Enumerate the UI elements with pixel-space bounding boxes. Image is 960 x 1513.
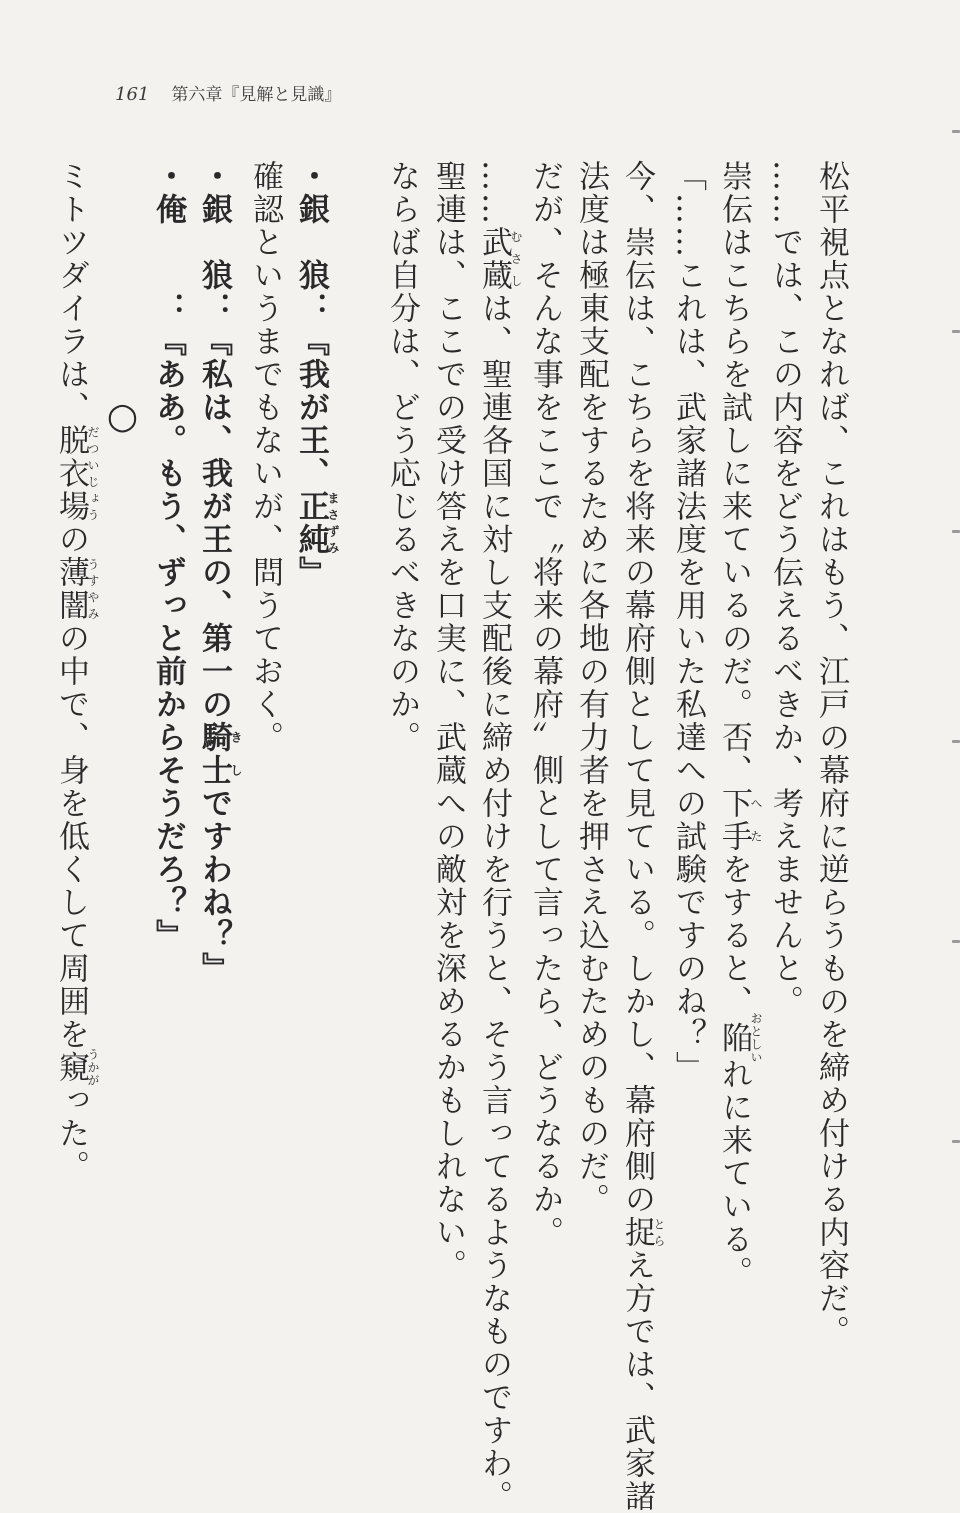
page-edge-mark xyxy=(952,1140,960,1143)
text-line: 今、崇伝は、こちらを将来の幕府側として見ている。しかし、幕府側の捉とらえ方では、武家諸 xyxy=(619,160,666,1513)
page-number: 161 xyxy=(115,84,150,105)
text-line: 「……これは、武家諸法度を用いた私達への試験ですのね？」 xyxy=(670,160,706,1084)
text-line: 確認というまでもないが、問うておく。 xyxy=(247,160,283,754)
text-line: だが、そんな事をここで〝将来の幕府〟側として言ったら、どうなるか。 xyxy=(527,160,563,1249)
ruby-word: 脱衣場だついじょう xyxy=(53,424,100,523)
chat-line: ・銀 狼：『我が王、正純まさずみ』 xyxy=(293,160,340,589)
chapter-title: 第六章『見解と見識』 xyxy=(171,85,342,105)
text-line: 崇伝はこちらを試しに来ているのだ。否、下手へたをすると、陥おとしいれに来ている。 xyxy=(716,160,763,1289)
text-line: 松平視点となれば、これはもう、江戸の幕府に逆らうものを締め付ける内容だ。 xyxy=(813,160,849,1348)
page-edge-mark xyxy=(952,940,960,943)
page-edge-mark xyxy=(952,330,960,333)
body-text xyxy=(48,160,854,1513)
page-header xyxy=(115,80,341,105)
page-edge-mark xyxy=(952,130,960,133)
ruby-word: 窺うかが xyxy=(53,1048,100,1087)
text-line: ……では、この内容をどう伝えるべきか、考えませんと。 xyxy=(767,160,803,1018)
chat-line: ・俺 ：『ああ。もう、ずっと前からそうだろ？』 xyxy=(150,160,186,952)
page-edge-mark xyxy=(952,530,960,533)
ruby-word: 下手へた xyxy=(716,787,763,853)
ruby-word: 陥おとしい xyxy=(716,1012,763,1064)
ruby-word: 正純まさずみ xyxy=(293,490,340,556)
text-line: 法度は極東支配をするために各地の有力者を押さえ込むためのものだ。 xyxy=(573,160,609,1216)
scene-break-mark: ○ xyxy=(102,396,143,439)
ruby-word: 薄闇うすやみ xyxy=(53,556,100,622)
ruby-word: 捉とら xyxy=(619,1216,666,1249)
chat-line: ・銀 狼：『私は、我が王の、第一の騎士きしですわね？』 xyxy=(196,160,243,985)
ruby-word: 武蔵むさし xyxy=(476,226,523,292)
text-line: ならば自分は、どう応じるべきなのか。 xyxy=(384,160,420,754)
page-edge-mark xyxy=(952,740,960,743)
text-line: ……武蔵むさしは、聖連各国に対し支配後に締め付けを行うと、そう言ってるようなものですわ。 xyxy=(476,160,523,1513)
text-line: 聖連は、ここでの受け答えを口実に、武蔵への敵対を深めるかもしれない。 xyxy=(430,160,466,1282)
ruby-word: 騎士きし xyxy=(196,721,243,787)
text-line: ミトツダイラは、脱衣場だついじょうの薄闇うすやみの中で、身を低くして周囲を窺うかがった。 xyxy=(53,160,100,1183)
